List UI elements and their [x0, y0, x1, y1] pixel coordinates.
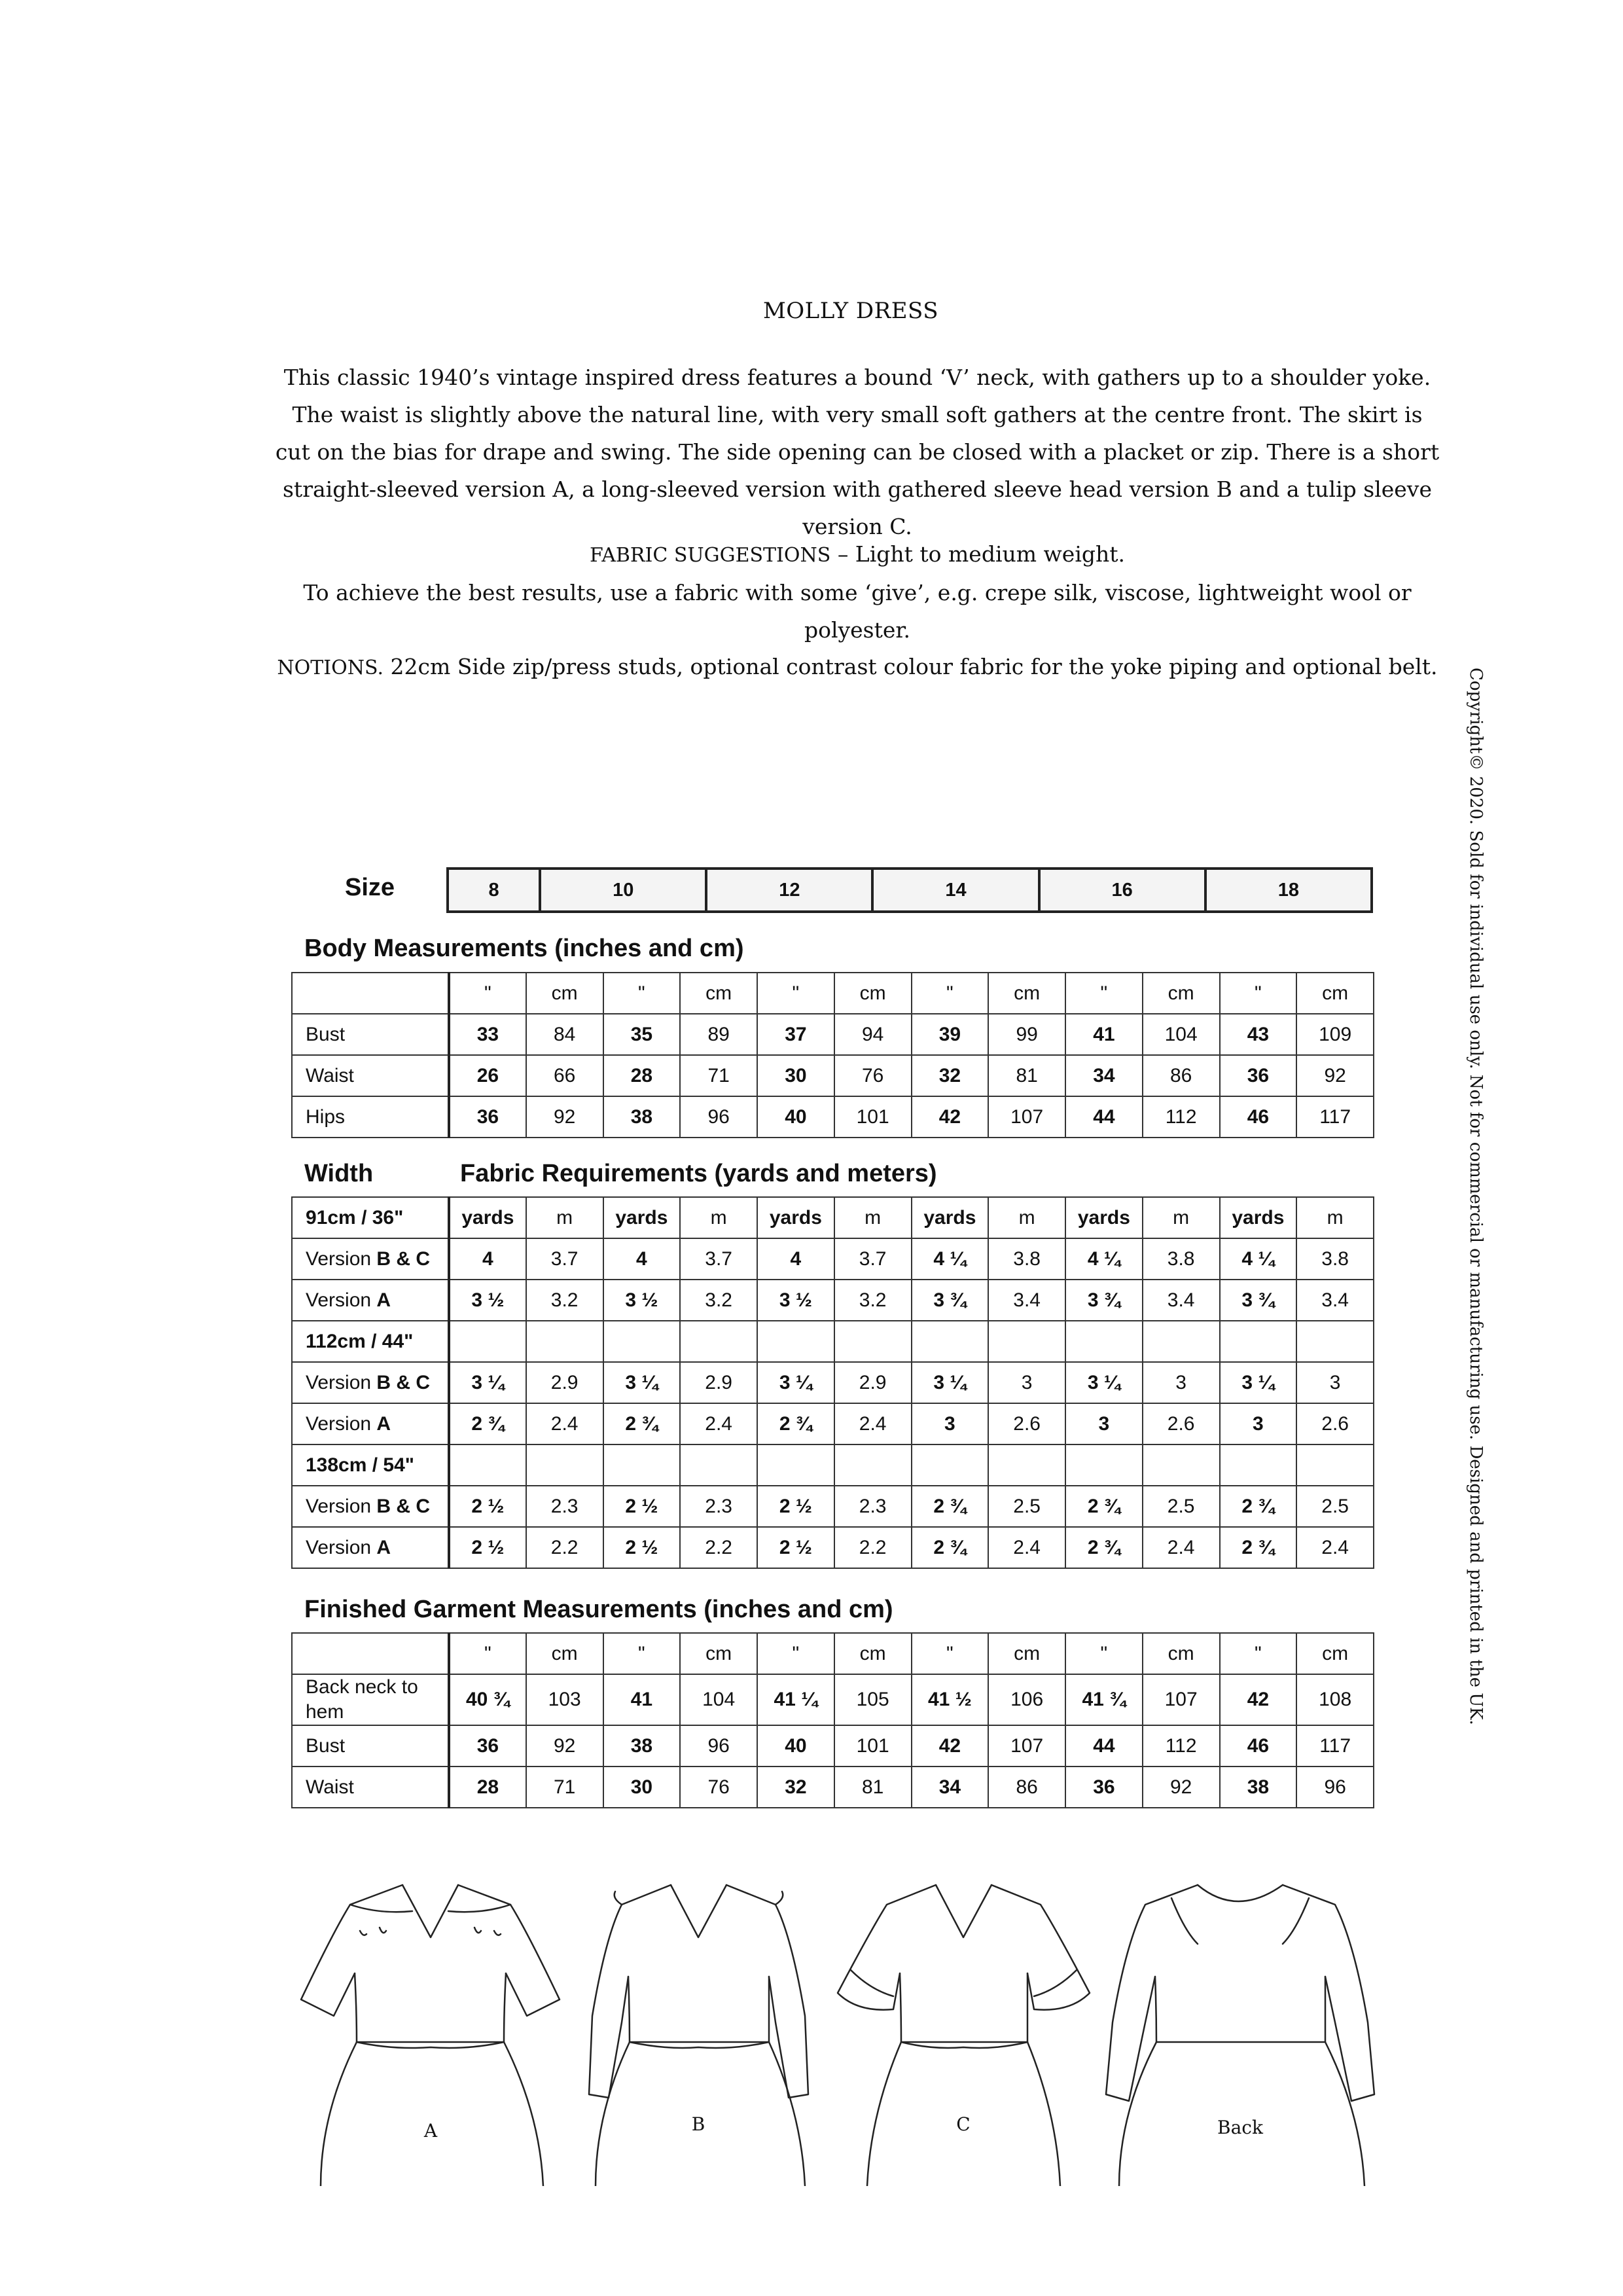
table-cell: " [449, 1633, 526, 1674]
table-cell: yards [757, 1197, 834, 1238]
table-cell: 3.2 [834, 1280, 912, 1321]
table-cell: cm [1143, 973, 1220, 1014]
table-cell [1220, 1444, 1297, 1486]
table-cell: 28 [603, 1055, 681, 1096]
table-cell: 32 [757, 1767, 834, 1808]
table-cell: 117 [1296, 1725, 1374, 1767]
table-cell: 30 [757, 1055, 834, 1096]
table-cell: cm [988, 1633, 1065, 1674]
table-cell: 2.2 [526, 1527, 603, 1568]
table-cell: 66 [526, 1055, 603, 1096]
table-cell: m [1143, 1197, 1220, 1238]
table-cell: 2.3 [526, 1486, 603, 1527]
table-cell: cm [526, 973, 603, 1014]
row-label-cell: 112cm / 44" [292, 1321, 449, 1362]
label-version-a: A [423, 2120, 438, 2142]
table-cell: 106 [988, 1674, 1065, 1725]
table-cell: 2.4 [526, 1403, 603, 1444]
table-cell: 76 [834, 1055, 912, 1096]
intro-paragraph: This classic 1940’s vintage inspired dress features a bound ‘V’ neck, with gathers up to a shoulder yoke. The waist is slightly above the natural line, with very small soft gathers at the centre front. The skirt is cut on the bias for drape and swing. The side opening can be closed with a placket or zip. There is a short straight-sleeved version A, a long-sleeved version with gathered sleeve head version B and a tulip sleeve version C. [275, 365, 1440, 539]
table-cell: cm [834, 973, 912, 1014]
table-cell [449, 1444, 526, 1486]
table-cell: 2.6 [1143, 1403, 1220, 1444]
table-cell: yards [449, 1197, 526, 1238]
table-cell: 40 [757, 1725, 834, 1767]
table-cell: cm [988, 973, 1065, 1014]
table-cell: yards [603, 1197, 681, 1238]
table-cell: 3.2 [526, 1280, 603, 1321]
table-cell: 2.6 [988, 1403, 1065, 1444]
pattern-title: MOLLY DRESS [762, 298, 939, 324]
notions [275, 648, 1440, 687]
table-cell: 32 [912, 1055, 989, 1096]
table-cell: 107 [1143, 1674, 1220, 1725]
sketch-back [1106, 1885, 1374, 2186]
table-cell [1296, 1321, 1374, 1362]
row-label-cell: Version B & C [292, 1238, 449, 1280]
table-cell: 3 [1065, 1403, 1143, 1444]
table-cell [449, 1321, 526, 1362]
size-cell: 8 [448, 869, 540, 912]
table-cell: 3.8 [1143, 1238, 1220, 1280]
table-cell: " [449, 973, 526, 1014]
table-cell: 3.7 [680, 1238, 757, 1280]
table-cell: m [680, 1197, 757, 1238]
table-cell [526, 1444, 603, 1486]
table-row [292, 1321, 1374, 1362]
table-cell [988, 1321, 1065, 1362]
table-cell: m [526, 1197, 603, 1238]
table-cell: 2 ¾ [449, 1403, 526, 1444]
table-row [292, 1674, 1374, 1725]
table-cell: 3 [1143, 1362, 1220, 1403]
table-cell: 36 [449, 1096, 526, 1138]
table-cell: 81 [988, 1055, 1065, 1096]
table-header-row [292, 1633, 1374, 1674]
table-cell: 101 [834, 1096, 912, 1138]
table-cell: 89 [680, 1014, 757, 1055]
table-cell: 84 [526, 1014, 603, 1055]
table-cell: " [912, 1633, 989, 1674]
table-cell: 2.4 [1296, 1527, 1374, 1568]
table-cell [1143, 1321, 1220, 1362]
table-cell: 101 [834, 1725, 912, 1767]
row-label-cell: Bust [292, 1014, 449, 1055]
body-measurements-title: Body Measurements (inches and cm) [304, 935, 744, 962]
table-cell [912, 1321, 989, 1362]
table-cell: 103 [526, 1674, 603, 1725]
table-row [292, 1527, 1374, 1568]
fabric-suggestions [275, 535, 1440, 649]
table-cell: 3 ¼ [757, 1362, 834, 1403]
width-label: Width [304, 1160, 374, 1187]
table-cell: 2 ¾ [757, 1403, 834, 1444]
table-cell: " [1065, 1633, 1143, 1674]
table-cell: yards [1220, 1197, 1297, 1238]
table-cell: 2 ¾ [1220, 1486, 1297, 1527]
table-cell: cm [834, 1633, 912, 1674]
table-cell: yards [912, 1197, 989, 1238]
table-cell: 2.4 [834, 1403, 912, 1444]
table-cell: 30 [603, 1767, 681, 1808]
finished-measurements-title: Finished Garment Measurements (inches and cm) [304, 1596, 893, 1623]
table-cell: 4 [757, 1238, 834, 1280]
table-cell: 2.6 [1296, 1403, 1374, 1444]
row-label-cell [292, 1633, 449, 1674]
table-cell: 4 ¼ [1065, 1238, 1143, 1280]
table-cell: 2.5 [988, 1486, 1065, 1527]
table-cell: 39 [912, 1014, 989, 1055]
table-cell: " [757, 1633, 834, 1674]
table-cell: 3 ¼ [1065, 1362, 1143, 1403]
table-cell: 105 [834, 1674, 912, 1725]
row-label-cell: Version A [292, 1403, 449, 1444]
table-cell: 3 ½ [757, 1280, 834, 1321]
table-cell [834, 1321, 912, 1362]
table-cell: 43 [1220, 1014, 1297, 1055]
table-cell [834, 1444, 912, 1486]
table-cell: m [1296, 1197, 1374, 1238]
size-cell: 10 [540, 869, 706, 912]
table-cell: cm [680, 973, 757, 1014]
table-cell: 2 ½ [449, 1527, 526, 1568]
table-cell [1143, 1444, 1220, 1486]
fabric-label: FABRIC SUGGESTIONS [589, 544, 831, 567]
table-cell: 4 ¼ [912, 1238, 989, 1280]
row-label-cell: Waist [292, 1055, 449, 1096]
table-cell: 117 [1296, 1096, 1374, 1138]
table-cell: 2.4 [988, 1527, 1065, 1568]
table-cell: 38 [603, 1725, 681, 1767]
table-cell: 3 ¾ [912, 1280, 989, 1321]
size-label: Size [345, 874, 395, 901]
table-cell: 3.7 [834, 1238, 912, 1280]
sketch-version-b [589, 1885, 808, 2186]
table-row [292, 1486, 1374, 1527]
row-label-cell: Waist [292, 1767, 449, 1808]
table-cell: 3.8 [1296, 1238, 1374, 1280]
size-cell: 16 [1039, 869, 1205, 912]
table-cell [1296, 1444, 1374, 1486]
table-cell: 3 ¼ [1220, 1362, 1297, 1403]
table-cell [603, 1321, 681, 1362]
fabric-requirements-title: Fabric Requirements (yards and meters) [460, 1160, 937, 1187]
size-cell: 12 [706, 869, 872, 912]
row-label-cell: 91cm / 36" [292, 1197, 449, 1238]
table-cell: 107 [988, 1096, 1065, 1138]
table-cell: 41 [1065, 1014, 1143, 1055]
table-cell: 86 [1143, 1055, 1220, 1096]
table-cell: 2 ½ [603, 1486, 681, 1527]
table-cell: 2 ¾ [912, 1527, 989, 1568]
table-row [292, 1055, 1374, 1096]
table-cell: 92 [526, 1725, 603, 1767]
table-cell: 2.2 [834, 1527, 912, 1568]
size-cell: 14 [872, 869, 1039, 912]
label-back: Back [1217, 2117, 1263, 2138]
table-cell: " [1065, 973, 1143, 1014]
row-label-cell [292, 973, 449, 1014]
table-cell: 2.3 [834, 1486, 912, 1527]
table-cell: 28 [449, 1767, 526, 1808]
table-cell [988, 1444, 1065, 1486]
table-cell: 3 [912, 1403, 989, 1444]
table-cell: 46 [1220, 1096, 1297, 1138]
table-cell: 104 [680, 1674, 757, 1725]
table-cell: 4 [449, 1238, 526, 1280]
table-cell: " [603, 1633, 681, 1674]
table-cell: 2 ½ [603, 1527, 681, 1568]
table-row [292, 1362, 1374, 1403]
table-cell: 94 [834, 1014, 912, 1055]
row-label-cell: 138cm / 54" [292, 1444, 449, 1486]
table-cell: 26 [449, 1055, 526, 1096]
table-row [292, 1014, 1374, 1055]
table-cell: 112 [1143, 1096, 1220, 1138]
table-cell: 33 [449, 1014, 526, 1055]
table-cell: cm [680, 1633, 757, 1674]
table-cell: 99 [988, 1014, 1065, 1055]
table-cell: 40 ¾ [449, 1674, 526, 1725]
table-cell: 3 ½ [603, 1280, 681, 1321]
table-cell [1065, 1444, 1143, 1486]
table-cell: 2 ¾ [1065, 1527, 1143, 1568]
table-cell: 41 ¼ [757, 1674, 834, 1725]
table-cell: 71 [526, 1767, 603, 1808]
table-cell: 2.4 [1143, 1527, 1220, 1568]
table-cell: 3.2 [680, 1280, 757, 1321]
table-row [292, 1096, 1374, 1138]
table-cell: 2 ½ [757, 1486, 834, 1527]
table-cell: 3 ½ [449, 1280, 526, 1321]
table-cell: cm [1143, 1633, 1220, 1674]
label-version-b: B [691, 2113, 705, 2135]
table-cell: 3.4 [1296, 1280, 1374, 1321]
table-cell: 81 [834, 1767, 912, 1808]
table-cell: 2.9 [834, 1362, 912, 1403]
table-cell: 3 ¼ [449, 1362, 526, 1403]
table-cell: 2.2 [680, 1527, 757, 1568]
table-cell: 44 [1065, 1096, 1143, 1138]
table-cell [757, 1321, 834, 1362]
table-cell: 92 [526, 1096, 603, 1138]
table-cell: 2.5 [1143, 1486, 1220, 1527]
table-cell: 3.4 [1143, 1280, 1220, 1321]
table-cell: 4 ¼ [1220, 1238, 1297, 1280]
table-cell: cm [1296, 973, 1374, 1014]
body-measurements-table [291, 972, 1374, 1138]
dress-sketches [281, 1878, 1433, 2186]
notions-label: NOTIONS. [277, 656, 383, 679]
table-header-row [292, 973, 1374, 1014]
size-header-table [446, 867, 1373, 913]
table-cell: 41 ¾ [1065, 1674, 1143, 1725]
table-cell: 38 [1220, 1767, 1297, 1808]
table-cell: 108 [1296, 1674, 1374, 1725]
table-cell [757, 1444, 834, 1486]
table-cell: " [1220, 973, 1297, 1014]
table-cell [603, 1444, 681, 1486]
table-cell: 34 [1065, 1055, 1143, 1096]
row-label-cell: Version B & C [292, 1362, 449, 1403]
table-cell: 46 [1220, 1725, 1297, 1767]
table-cell: 37 [757, 1014, 834, 1055]
notions-text: 22cm Side zip/press studs, optional contrast colour fabric for the yoke piping and optional belt. [390, 654, 1438, 679]
row-label-cell: Hips [292, 1096, 449, 1138]
sketch-version-c [838, 1885, 1090, 2186]
table-cell: " [603, 973, 681, 1014]
table-cell: 3 ¾ [1220, 1280, 1297, 1321]
table-cell: 109 [1296, 1014, 1374, 1055]
table-row [292, 1767, 1374, 1808]
size-cell: 18 [1205, 869, 1372, 912]
fabric-line2: To achieve the best results, use a fabric with some ‘give’, e.g. crepe silk, viscose, lightweight wool or polyester. [303, 580, 1412, 643]
table-cell: 3.4 [988, 1280, 1065, 1321]
table-cell: 41 ½ [912, 1674, 989, 1725]
table-cell: 71 [680, 1055, 757, 1096]
table-cell: " [757, 973, 834, 1014]
table-row [292, 1238, 1374, 1280]
table-cell: 4 [603, 1238, 681, 1280]
table-cell: m [988, 1197, 1065, 1238]
row-label-cell: Version A [292, 1280, 449, 1321]
table-row [292, 1403, 1374, 1444]
table-cell: 3.7 [526, 1238, 603, 1280]
table-cell: 2 ½ [757, 1527, 834, 1568]
table-cell: 76 [680, 1767, 757, 1808]
table-cell: 2 ¾ [1065, 1486, 1143, 1527]
table-cell [526, 1321, 603, 1362]
copyright-notice: Copyright© 2020. Sold for individual use only. Not for commercial or manufacturing use. Designed and printed in the UK. [1466, 668, 1486, 1725]
table-cell [680, 1444, 757, 1486]
table-cell: 2 ½ [449, 1486, 526, 1527]
table-cell: 3 ¼ [603, 1362, 681, 1403]
fabric-requirements-table [291, 1196, 1374, 1569]
table-cell: 2.9 [526, 1362, 603, 1403]
fabric-line1: – Light to medium weight. [837, 541, 1126, 567]
table-cell [680, 1321, 757, 1362]
row-label-cell: Back neck to hem [292, 1674, 449, 1725]
table-cell: 41 [603, 1674, 681, 1725]
table-cell: 107 [988, 1725, 1065, 1767]
table-cell: 96 [680, 1725, 757, 1767]
table-cell: cm [1296, 1633, 1374, 1674]
table-cell: 34 [912, 1767, 989, 1808]
table-cell: 36 [1220, 1055, 1297, 1096]
table-cell: 42 [912, 1096, 989, 1138]
table-cell: yards [1065, 1197, 1143, 1238]
table-cell: 42 [1220, 1674, 1297, 1725]
table-cell: 2.3 [680, 1486, 757, 1527]
table-cell: m [834, 1197, 912, 1238]
table-cell [1220, 1321, 1297, 1362]
table-cell [912, 1444, 989, 1486]
table-cell: 2.9 [680, 1362, 757, 1403]
table-cell: 92 [1143, 1767, 1220, 1808]
table-cell: 40 [757, 1096, 834, 1138]
table-cell: 92 [1296, 1055, 1374, 1096]
label-version-c: C [956, 2113, 971, 2135]
table-cell: 44 [1065, 1725, 1143, 1767]
table-cell: 3 [988, 1362, 1065, 1403]
table-cell: 96 [680, 1096, 757, 1138]
table-cell: 3 [1220, 1403, 1297, 1444]
table-cell: 3 ¾ [1065, 1280, 1143, 1321]
table-row [292, 1280, 1374, 1321]
table-cell: 2 ¾ [603, 1403, 681, 1444]
table-cell: 3 ¼ [912, 1362, 989, 1403]
finished-measurements-table [291, 1632, 1374, 1808]
table-cell: 112 [1143, 1725, 1220, 1767]
table-cell: 96 [1296, 1767, 1374, 1808]
table-row [292, 1725, 1374, 1767]
table-cell: 2.4 [680, 1403, 757, 1444]
table-cell: 2 ¾ [912, 1486, 989, 1527]
table-cell: 35 [603, 1014, 681, 1055]
table-cell: 2.5 [1296, 1486, 1374, 1527]
table-cell: 36 [1065, 1767, 1143, 1808]
table-cell [1065, 1321, 1143, 1362]
table-cell: 3.8 [988, 1238, 1065, 1280]
table-cell: 38 [603, 1096, 681, 1138]
table-cell: 3 [1296, 1362, 1374, 1403]
table-cell: 86 [988, 1767, 1065, 1808]
table-cell: 36 [449, 1725, 526, 1767]
row-label-cell: Bust [292, 1725, 449, 1767]
row-label-cell: Version A [292, 1527, 449, 1568]
table-cell: " [912, 973, 989, 1014]
table-cell: 2 ¾ [1220, 1527, 1297, 1568]
table-cell: " [1220, 1633, 1297, 1674]
row-label-cell: Version B & C [292, 1486, 449, 1527]
table-cell: 42 [912, 1725, 989, 1767]
table-row [292, 1444, 1374, 1486]
table-cell: cm [526, 1633, 603, 1674]
table-cell: 104 [1143, 1014, 1220, 1055]
dress-illustrations [281, 1878, 1433, 2186]
table-row [292, 1197, 1374, 1238]
